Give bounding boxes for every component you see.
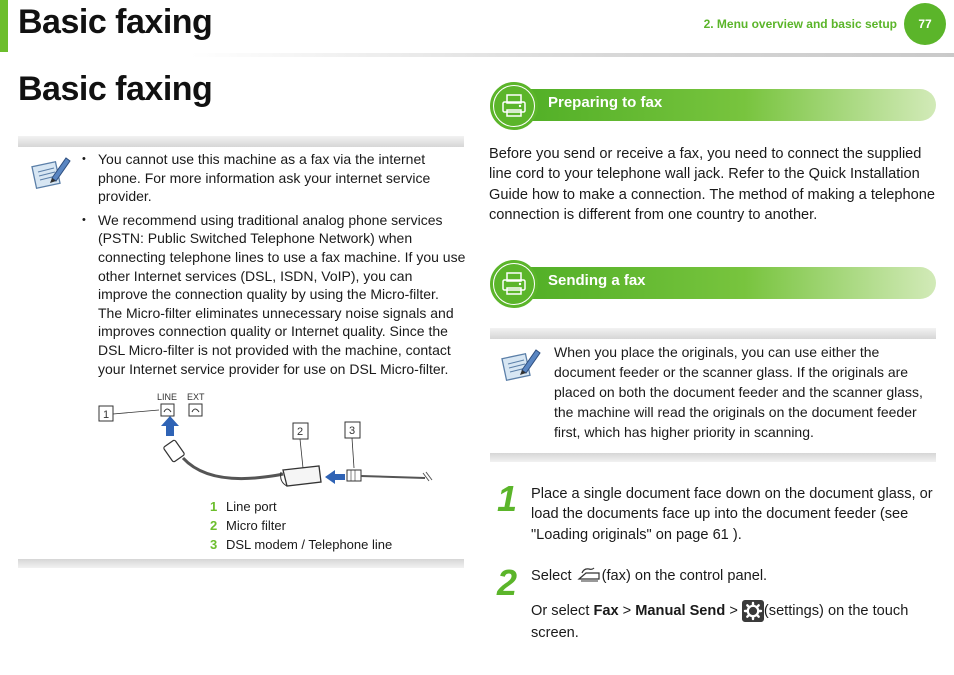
callout-2: 2 [297,426,304,438]
section-title-preparing: Preparing to fax [548,94,663,111]
step-2-line-2 [531,600,939,644]
step-number-2: 2 [497,562,518,603]
arrow-left-icon [325,470,345,484]
step-number-1: 1 [497,478,518,519]
fax-icon[interactable] [576,567,602,585]
legend-item [210,535,392,554]
note-box-right [490,328,936,462]
phone-cable [183,458,283,479]
legend-text: Line port [226,499,277,514]
page-number-badge: 77 [904,3,946,45]
callout-1: 1 [103,409,110,421]
legend-number: 3 [210,537,218,552]
step-2-line-1 [531,566,939,586]
phone-port-icon [161,404,174,416]
section-circle [490,82,538,130]
separator: > [618,603,636,619]
legend-number: 1 [210,499,218,514]
diagram-legend [210,497,392,554]
note-pencil-icon [28,152,72,192]
note-bullet-list [82,150,466,383]
page-title: Basic faxing [18,70,213,108]
arrow-up-icon [161,416,179,436]
note-top-border [18,136,464,147]
legend-number: 2 [210,518,218,533]
section-heading-sending [490,260,936,310]
separator: > [725,603,742,619]
legend-text: DSL modem / Telephone line [226,537,393,552]
section-circle [490,260,538,308]
dsl-plug [347,470,361,481]
diagram-label-ext: EXT [187,392,205,402]
legend-item [210,497,392,516]
note-bottom-border [18,559,464,568]
note-sending-text: When you place the originals, you can use either the document feeder or the scanner glass. If the originals are placed on both the document feeder and the scanner glass, the machine will read the originals on the document feeder first, which has higher priority in scanning. [554,344,923,440]
micro-filter-device [281,466,321,486]
header-divider [190,53,954,57]
telephone-line [361,476,425,478]
note-pencil-icon [498,344,542,384]
ext-port-icon [189,404,202,416]
callout-3: 3 [349,425,356,437]
legend-text: Micro filter [226,518,286,533]
step-2-select-prefix: Select [531,568,576,584]
note-bullet-1: • You cannot use this machine as a fax via the internet phone. For more information ask your internet service provider. [82,150,466,206]
phone-plug [163,440,185,463]
settings-gear-icon[interactable] [742,600,764,622]
note-top-border [490,328,936,339]
preparing-paragraph: Before you send or receive a fax, you need to connect the supplied line cord to your telephone wall jack. Refer to the Quick Installation Guide how to make a connection. The method of making a telephone connection is different from one country to another. [489,146,935,224]
step-2-settings-suffix: (settings) on the touch screen. [531,603,909,642]
header-accent-bar [0,0,8,52]
section-heading-preparing [490,82,936,132]
step-2-select-suffix: (fax) on the control panel. [601,568,768,584]
header-title: Basic faxing [18,3,213,41]
line-connection-diagram [95,390,440,490]
menu-fax[interactable]: Fax [593,603,619,619]
diagram-label-line: LINE [157,392,178,402]
menu-manual-send[interactable]: Manual Send [635,603,726,619]
section-title-sending: Sending a fax [548,272,646,289]
fax-machine-icon [501,272,527,296]
fax-machine-icon [501,94,527,118]
note-bullet-2: • We recommend using traditional analog phone services (PSTN: Public Switched Telephone Network) when connecting telephone lines to use a fax machine. If you use other Internet services (DSL, ISDN, VoIP), you can improve the connection quality by using the Micro-filter. The Micro-filter eliminates unnecessary noise signals and improves connection quality or Internet quality. Since the DSL Micro-filter is not provided with the machine, contact your Internet service provider for use on DSL Micro-filter. [82,211,466,378]
step-2-or-prefix: Or select [531,603,594,619]
chapter-label[interactable]: 2. Menu overview and basic setup [703,17,897,31]
legend-item [210,516,392,535]
step-1-text: Place a single document face down on the document glass, or load the documents face up into the document feeder (see "Loading originals" on page 61 ). [531,486,933,543]
note-bottom-border [490,453,936,462]
